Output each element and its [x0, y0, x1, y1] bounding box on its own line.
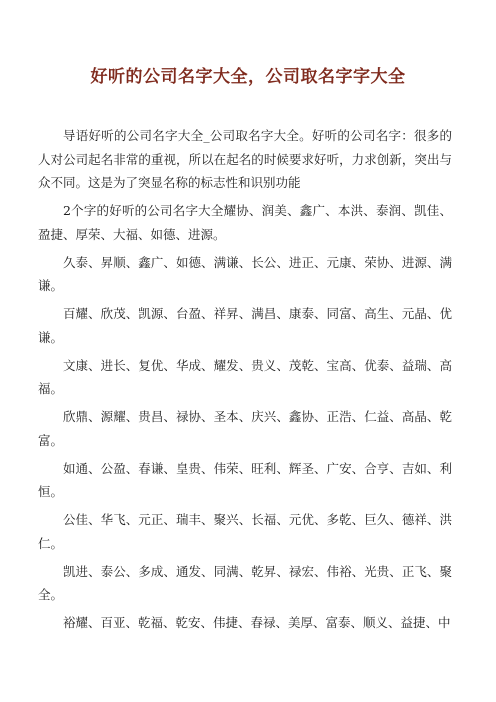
paragraph-names-8: 凯进、泰公、多成、通发、同满、乾昇、禄宏、伟裕、光贵、正飞、聚全。 — [38, 563, 452, 602]
document-title: 好听的公司名字大全，公司取名字字大全 — [90, 67, 406, 87]
paragraph-names-3: 百耀、欣茂、凯源、台盈、祥昇、满昌、康泰、同富、高生、元晶、优谦。 — [38, 306, 452, 345]
paragraph-names-7: 公佳、华飞、元正、瑞丰、聚兴、长福、元优、多乾、巨久、德祥、洪仁。 — [38, 512, 452, 551]
paragraph-names-4: 文康、进长、复优、华成、耀发、贵义、茂乾、宝高、优泰、益瑞、高福。 — [38, 357, 452, 396]
paragraph-names-9: 裕耀、百亚、乾福、乾安、伟捷、春禄、美厚、富泰、顺义、益捷、中 — [63, 615, 451, 630]
document-body — [38, 124, 452, 639]
paragraph-names-2: 久泰、昇顺、鑫广、如德、满谦、长公、进正、元康、荣协、进源、满谦。 — [38, 254, 452, 293]
paragraph-names-5: 欣鼎、源耀、贵昌、禄协、圣本、庆兴、鑫协、正浩、仁益、高晶、乾富。 — [38, 409, 452, 448]
paragraph-intro: 导语好听的公司名字大全_公司取名字大全。好听的公司名字：很多的人对公司起名非常的重视，所以在起名的时候要求好听，力求创新，突出与众不同。这是为了突显名称的标志性和识别功能 — [38, 128, 452, 190]
paragraph-names-1: 2个字的好听的公司名字大全耀协、润美、鑫广、本洪、泰润、凯佳、盈捷、厚荣、大福、如德、进源。 — [38, 203, 452, 242]
paragraph-names-6: 如通、公盈、春谦、皇贵、伟荣、旺利、辉圣、广安、合亨、吉如、利恒。 — [38, 460, 452, 499]
